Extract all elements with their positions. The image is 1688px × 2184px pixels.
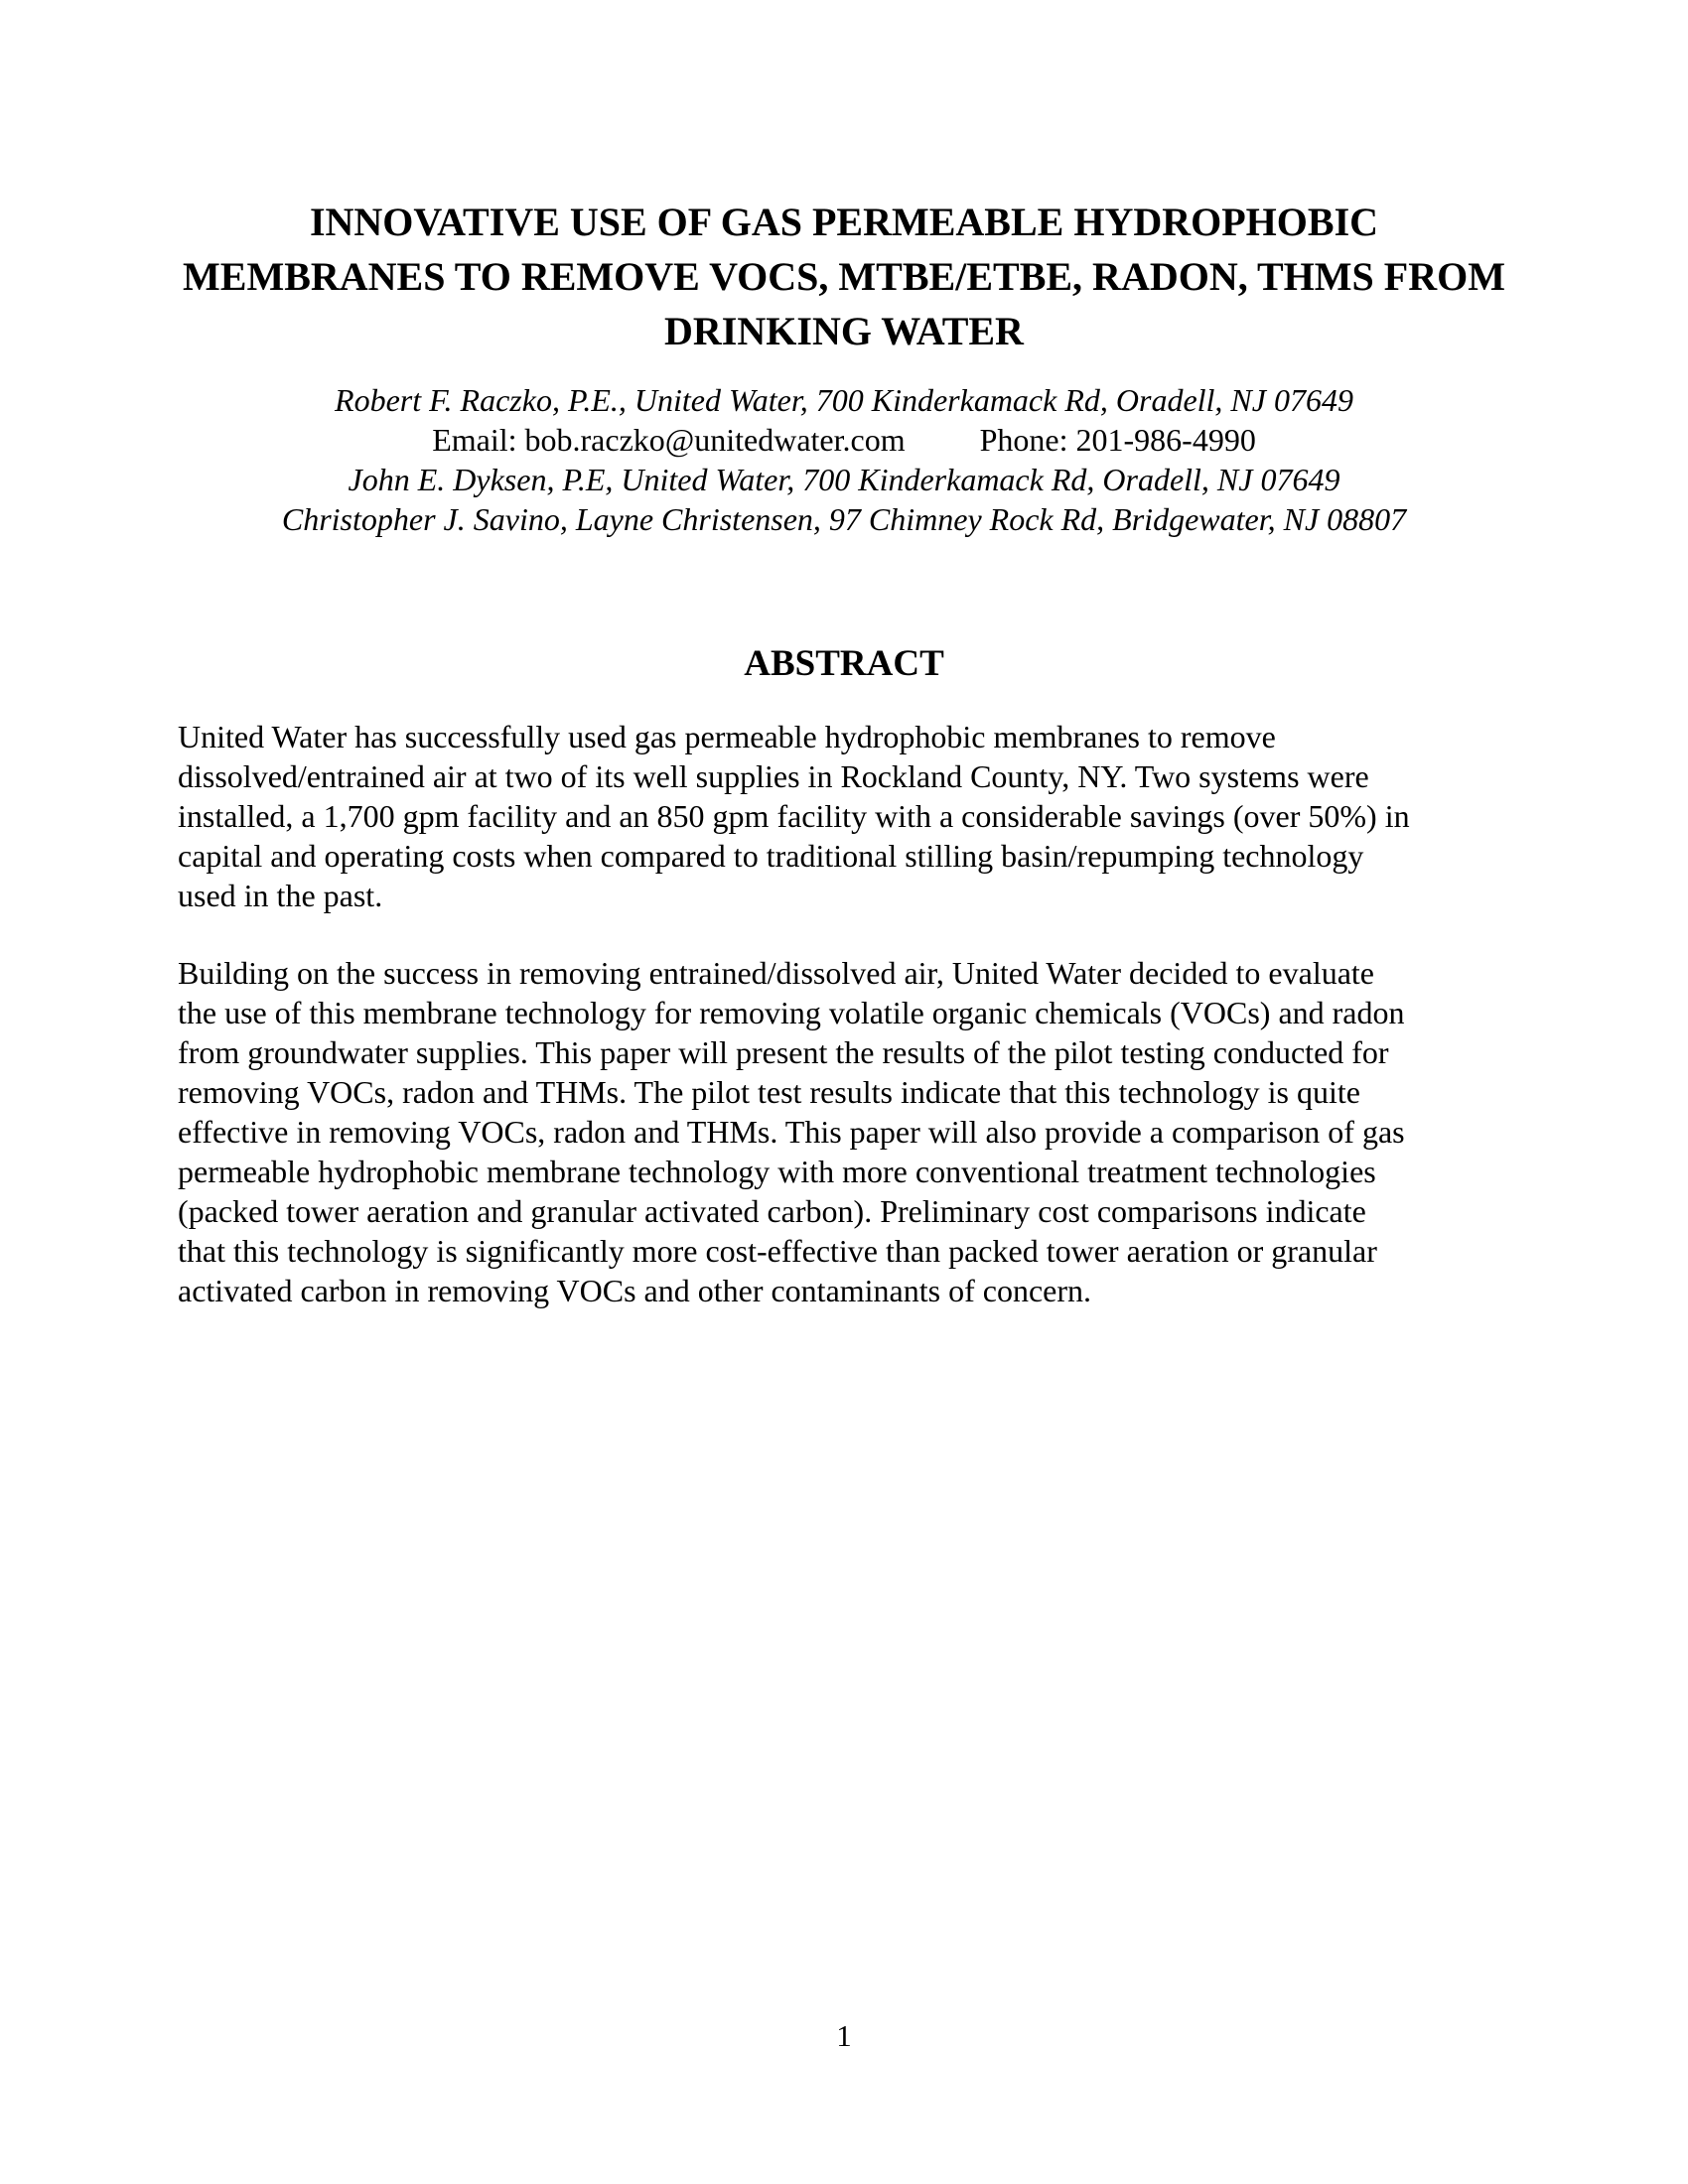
abstract-paragraph-1 (178, 717, 1508, 915)
text-line: DRINKING WATER (664, 309, 1024, 353)
author-line-3: Christopher J. Savino, Layne Christensen, 97 Chimney Rock Rd, Bridgewater, NJ 08807 (281, 501, 1407, 537)
text-line: United Water has successfully used gas permeable hydrophobic membranes to remove (178, 719, 1276, 754)
abstract-body (178, 717, 1508, 1310)
text-line: dissolved/entrained air at two of its well supplies in Rockland County, NY. Two systems were (178, 758, 1369, 794)
page-number: 1 (836, 2018, 852, 2053)
text-line: effective in removing VOCs, radon and THMs. This paper will also provide a comparison of gas (178, 1114, 1405, 1150)
author-block (89, 380, 1599, 539)
text-line: from groundwater supplies. This paper will present the results of the pilot testing conducted for (178, 1034, 1389, 1070)
text-line: INNOVATIVE USE OF GAS PERMEABLE HYDROPHOBIC (309, 200, 1379, 244)
contact-line (89, 420, 1599, 460)
text-line: removing VOCs, radon and THMs. The pilot test results indicate that this technology is quite (178, 1074, 1360, 1110)
text-line: the use of this membrane technology for removing volatile organic chemicals (VOCs) and radon (178, 995, 1405, 1030)
text-line: capital and operating costs when compared to traditional stilling basin/repumping technology (178, 838, 1364, 874)
abstract-paragraph-2 (178, 953, 1508, 1310)
text-line: Building on the success in removing entrained/dissolved air, United Water decided to evaluate (178, 955, 1374, 991)
text-line: permeable hydrophobic membrane technology with more conventional treatment technologies (178, 1154, 1376, 1189)
text-line: activated carbon in removing VOCs and other contaminants of concern. (178, 1273, 1092, 1308)
text-line: MEMBRANES TO REMOVE VOCS, MTBE/ETBE, RADON, THMS FROM (183, 254, 1505, 299)
text-line: (packed tower aeration and granular activated carbon). Preliminary cost comparisons indicate (178, 1193, 1366, 1229)
paper-title (89, 195, 1599, 358)
text-line: installed, a 1,700 gpm facility and an 850 gpm facility with a considerable savings (over 50%) in (178, 798, 1410, 834)
author-email: Email: bob.raczko@unitedwater.com (432, 422, 906, 458)
abstract-heading: ABSTRACT (744, 643, 944, 684)
author-phone: Phone: 201-986-4990 (979, 422, 1256, 458)
text-line: used in the past. (178, 878, 383, 913)
text-line: that this technology is significantly more cost-effective than packed tower aeration or granular (178, 1233, 1377, 1269)
author-line-1: Robert F. Raczko, P.E., United Water, 700 Kinderkamack Rd, Oradell, NJ 07649 (335, 382, 1353, 418)
author-line-2: John E. Dyksen, P.E, United Water, 700 Kinderkamack Rd, Oradell, NJ 07649 (348, 462, 1340, 497)
